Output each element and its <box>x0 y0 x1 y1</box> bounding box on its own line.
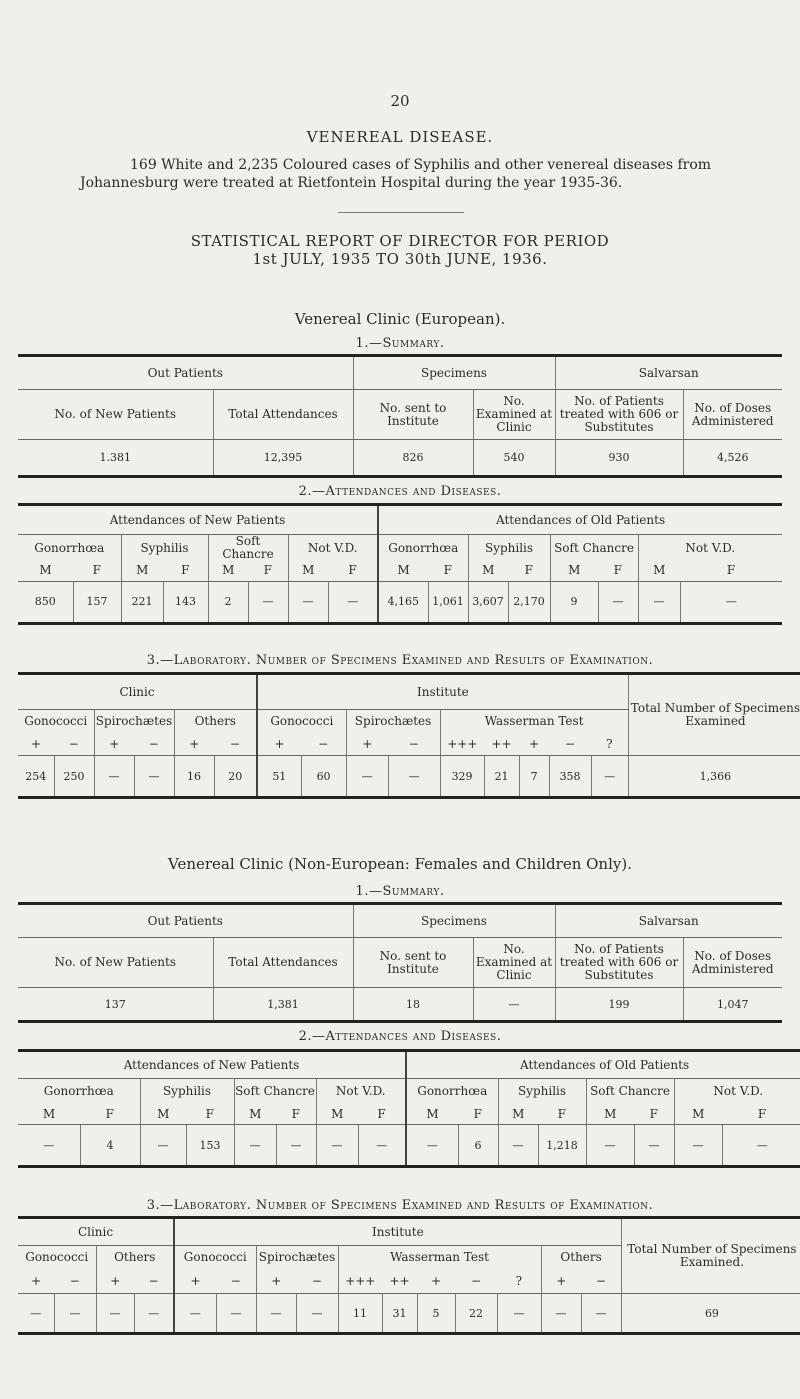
non-european-attendances-table <box>18 1049 800 1168</box>
header-m: M <box>140 1105 186 1125</box>
header-f: F <box>73 561 121 581</box>
header-f: F <box>186 1105 234 1125</box>
header-m: M <box>406 1105 458 1125</box>
table-cell: — <box>634 1125 674 1167</box>
table-cell: 31 <box>382 1294 417 1334</box>
table-cell: 21 <box>484 756 519 798</box>
header-out-patients: Out Patients <box>18 356 353 390</box>
table-cell: — <box>725 595 737 608</box>
european-clinic-heading: Venereal Clinic (European). <box>294 310 506 328</box>
intro-paragraph: 169 White and 2,235 Coloured cases of Syphilis and other venereal diseases from Johannesburg were treated at Rietfontein Hospital during the year 1935-36. <box>80 157 712 191</box>
header-wasserman: Wasserman Test <box>440 710 628 734</box>
table-cell: 1,366 <box>699 769 732 783</box>
table-cell: 329 <box>440 756 484 798</box>
header-m: M <box>208 561 248 581</box>
table-cell: 18 <box>353 988 473 1022</box>
header-sent-to-institute: No. sent to Institute <box>353 390 473 440</box>
header-doses: No. of Doses Administered <box>683 938 782 988</box>
page-number: 20 <box>390 92 410 110</box>
table-cell: — <box>498 1125 538 1167</box>
header-soft-chancre: Soft Chancre <box>550 535 638 562</box>
european-summary-table <box>18 354 782 478</box>
european-summary-heading <box>0 336 800 351</box>
table-cell: — <box>18 1294 54 1334</box>
header-m: M <box>674 1105 722 1125</box>
non-european-laboratory-heading <box>0 1198 800 1213</box>
table-cell: — <box>248 581 288 623</box>
section-number: 1.— <box>355 884 383 899</box>
header-soft-chancre: Soft Chancre <box>208 535 288 562</box>
divider <box>338 212 464 213</box>
header-f: F <box>722 1105 800 1125</box>
header-plus: + <box>18 1270 54 1294</box>
header-m: M <box>316 1105 358 1125</box>
section-number: 2.— <box>298 1029 326 1044</box>
header-pp: ++ <box>484 734 519 756</box>
table-cell: 2,170 <box>508 581 550 623</box>
header-attendances-old: Attendances of Old Patients <box>378 505 782 535</box>
table-cell: 4,526 <box>717 451 749 464</box>
header-plus: + <box>18 734 54 756</box>
section-number: 3.— <box>146 1198 174 1213</box>
section-title: Summary. <box>382 336 445 351</box>
table-cell: — <box>328 581 378 623</box>
header-plus: + <box>174 734 214 756</box>
table-cell: 16 <box>174 756 214 798</box>
header-not-vd: Not V.D. <box>713 1084 764 1099</box>
header-m: M <box>468 561 508 581</box>
header-f: F <box>598 561 638 581</box>
header-f: F <box>358 1105 406 1125</box>
table-cell: 1,047 <box>717 997 749 1011</box>
header-f: F <box>458 1105 498 1125</box>
header-new-patients: No. of New Patients <box>18 938 213 988</box>
table-cell: — <box>234 1125 276 1167</box>
table-cell: — <box>581 1294 621 1334</box>
header-m: M <box>234 1105 276 1125</box>
header-minus: − <box>54 734 94 756</box>
header-others: Others <box>541 1246 621 1270</box>
table-cell: — <box>598 581 638 623</box>
european-laboratory-table <box>18 672 800 799</box>
table-cell: 12,395 <box>213 440 353 477</box>
header-doubtful: ? <box>591 734 628 756</box>
header-minus: − <box>134 1270 174 1294</box>
table-cell: 20 <box>214 756 257 798</box>
header-f: F <box>428 561 468 581</box>
section-title: Summary. <box>382 884 445 899</box>
table-cell: 1,381 <box>213 988 353 1022</box>
european-attendances-table <box>18 503 782 625</box>
table-cell: 157 <box>73 581 121 623</box>
table-cell: 3,607 <box>468 581 508 623</box>
header-salvarsan: Salvarsan <box>555 356 782 390</box>
header-others: Others <box>96 1246 174 1270</box>
table-cell: 143 <box>163 581 208 623</box>
header-institute: Institute <box>174 1218 621 1246</box>
header-minus: − <box>388 734 440 756</box>
table-cell: 60 <box>301 756 346 798</box>
header-pp: ++ <box>382 1270 417 1294</box>
header-ppp: +++ <box>440 734 484 756</box>
report-heading <box>0 232 800 268</box>
european-laboratory-heading <box>0 653 800 668</box>
header-doses: No. of Doses Administered <box>683 390 782 440</box>
header-minus: − <box>296 1270 338 1294</box>
header-total-number: Total Number of Specimens Examined <box>628 674 800 756</box>
header-patients-treated: No. of Patients treated with 606 or Substitutes <box>555 938 683 988</box>
header-m: M <box>550 561 598 581</box>
report-line-1: STATISTICAL REPORT OF DIRECTOR FOR PERIOD <box>190 232 610 250</box>
table-cell: 22 <box>455 1294 497 1334</box>
header-m: M <box>586 1105 634 1125</box>
header-m: M <box>288 561 328 581</box>
table-cell: 69 <box>704 1306 719 1320</box>
header-institute: Institute <box>257 674 628 710</box>
table-cell: — <box>18 1125 80 1167</box>
header-not-vd: Not V.D. <box>685 540 736 555</box>
header-minus: − <box>54 1270 96 1294</box>
table-cell: 1.381 <box>18 440 213 477</box>
section-title: Attendances and Diseases. <box>325 484 502 499</box>
header-plus: + <box>346 734 388 756</box>
header-attendances-old: Attendances of Old Patients <box>406 1051 800 1079</box>
table-cell: 9 <box>550 581 598 623</box>
header-f: F <box>634 1105 674 1125</box>
header-minus: − <box>214 734 257 756</box>
table-cell: 540 <box>473 440 555 477</box>
table-cell: — <box>541 1294 581 1334</box>
header-not-vd: Not V.D. <box>316 1079 406 1105</box>
header-f: F <box>248 561 288 581</box>
table-cell: — <box>388 756 440 798</box>
table-cell: 2 <box>208 581 248 623</box>
header-plus: + <box>174 1270 216 1294</box>
table-cell: — <box>54 1294 96 1334</box>
table-cell: 826 <box>353 440 473 477</box>
header-gonorrhoea: Gonorrhœa <box>406 1079 498 1105</box>
header-minus: − <box>549 734 591 756</box>
non-european-summary-table <box>18 902 782 1023</box>
header-attendances-new: Attendances of New Patients <box>18 505 378 535</box>
header-attendances-new: Attendances of New Patients <box>18 1051 406 1079</box>
header-m: M <box>498 1105 538 1125</box>
header-m: M <box>121 561 163 581</box>
table-cell: 137 <box>18 988 213 1022</box>
header-m: M <box>378 561 428 581</box>
table-cell: 221 <box>121 581 163 623</box>
table-cell: 358 <box>549 756 591 798</box>
header-total-number: Total Number of Specimens Examined. <box>621 1218 800 1294</box>
header-minus: − <box>581 1270 621 1294</box>
table-cell: — <box>96 1294 134 1334</box>
header-syphilis: Syphilis <box>140 1079 234 1105</box>
table-cell: 51 <box>257 756 301 798</box>
header-clinic: Clinic <box>18 674 257 710</box>
non-european-laboratory-table <box>18 1216 800 1335</box>
header-wasserman: Wasserman Test <box>338 1246 541 1270</box>
table-cell: — <box>756 1138 768 1152</box>
table-cell: 850 <box>18 581 73 623</box>
header-examined-at-clinic: No. Examined at Clinic <box>473 938 555 988</box>
table-cell: 1,061 <box>428 581 468 623</box>
header-f: F <box>538 1105 586 1125</box>
table-cell: 1,218 <box>538 1125 586 1167</box>
header-examined-at-clinic: No. Examined at Clinic <box>473 390 555 440</box>
header-minus: − <box>216 1270 256 1294</box>
table-cell: — <box>288 581 328 623</box>
header-gonorrhoea: Gonorrhœa <box>18 1079 140 1105</box>
header-f: F <box>328 561 378 581</box>
section-number: 2.— <box>298 484 326 499</box>
table-cell: 4,165 <box>378 581 428 623</box>
header-syphilis: Syphilis <box>468 535 550 562</box>
header-m: M <box>18 561 73 581</box>
table-cell: — <box>316 1125 358 1167</box>
table-cell: — <box>276 1125 316 1167</box>
section-title: Laboratory. Number of Specimens Examined and Results of Examination. <box>173 653 654 668</box>
header-gonococci: Gonococci <box>18 1246 96 1270</box>
table-cell: — <box>638 581 680 623</box>
table-cell: — <box>346 756 388 798</box>
header-plus: + <box>541 1270 581 1294</box>
header-minus: − <box>301 734 346 756</box>
section-number: 1.— <box>355 336 383 351</box>
report-line-2: 1st JULY, 1935 TO 30th JUNE, 1936. <box>252 250 548 268</box>
table-cell: — <box>406 1125 458 1167</box>
header-clinic: Clinic <box>18 1218 174 1246</box>
header-plus: + <box>257 734 301 756</box>
table-cell: — <box>134 756 174 798</box>
header-plus: + <box>96 1270 134 1294</box>
header-m: M <box>18 1105 80 1125</box>
table-cell: — <box>586 1125 634 1167</box>
table-cell: 199 <box>555 988 683 1022</box>
table-cell: — <box>256 1294 296 1334</box>
header-f: F <box>80 1105 140 1125</box>
header-specimens: Specimens <box>353 356 555 390</box>
page-title: VENEREAL DISEASE. <box>306 128 494 146</box>
table-cell: — <box>674 1125 722 1167</box>
header-spirochaetes: Spirochætes <box>346 710 440 734</box>
non-european-summary-heading <box>0 884 800 899</box>
header-ppp: +++ <box>338 1270 382 1294</box>
non-european-clinic-heading: Venereal Clinic (Non-European: Females and Children Only). <box>168 855 632 873</box>
header-m: M <box>638 561 680 581</box>
header-gonococci: Gonococci <box>174 1246 256 1270</box>
header-syphilis: Syphilis <box>498 1079 586 1105</box>
header-soft-chancre: Soft Chancre <box>586 1079 674 1105</box>
header-new-patients: No. of New Patients <box>18 390 213 440</box>
table-cell: — <box>497 1294 541 1334</box>
table-cell: — <box>216 1294 256 1334</box>
table-cell: — <box>140 1125 186 1167</box>
table-cell: — <box>174 1294 216 1334</box>
header-sent-to-institute: No. sent to Institute <box>353 938 473 988</box>
table-cell: 7 <box>519 756 549 798</box>
table-cell: — <box>591 756 628 798</box>
header-out-patients: Out Patients <box>18 904 353 938</box>
table-cell: — <box>473 988 555 1022</box>
header-f: F <box>680 561 782 581</box>
table-cell: 11 <box>338 1294 382 1334</box>
header-others: Others <box>174 710 257 734</box>
header-gonorrhoea: Gonorrhœa <box>18 535 121 562</box>
header-minus: − <box>455 1270 497 1294</box>
header-plus: + <box>94 734 134 756</box>
table-cell: — <box>296 1294 338 1334</box>
header-gonorrhoea: Gonorrhœa <box>378 535 468 562</box>
header-salvarsan: Salvarsan <box>555 904 782 938</box>
header-not-vd: Not V.D. <box>288 535 378 562</box>
table-cell: 6 <box>458 1125 498 1167</box>
header-gonococci: Gonococci <box>18 710 94 734</box>
european-attendances-heading <box>0 484 800 499</box>
header-f: F <box>276 1105 316 1125</box>
header-doubtful: ? <box>497 1270 541 1294</box>
header-spirochaetes: Spirochætes <box>256 1246 338 1270</box>
header-f: F <box>508 561 550 581</box>
header-soft-chancre: Soft Chancre <box>234 1079 316 1105</box>
header-gonococci: Gonococci <box>257 710 346 734</box>
table-cell: 4 <box>80 1125 140 1167</box>
header-total-attendances: Total Attendances <box>213 390 353 440</box>
non-european-attendances-heading <box>0 1029 800 1044</box>
table-cell: 5 <box>417 1294 455 1334</box>
header-patients-treated: No. of Patients treated with 606 or Substitutes <box>555 390 683 440</box>
section-title: Attendances and Diseases. <box>325 1029 502 1044</box>
table-cell: — <box>134 1294 174 1334</box>
table-cell: — <box>358 1125 406 1167</box>
table-cell: 250 <box>54 756 94 798</box>
header-f: F <box>163 561 208 581</box>
table-cell: 254 <box>18 756 54 798</box>
table-cell: 153 <box>186 1125 234 1167</box>
header-plus: + <box>519 734 549 756</box>
header-minus: − <box>134 734 174 756</box>
header-plus: + <box>417 1270 455 1294</box>
table-cell: 930 <box>555 440 683 477</box>
header-specimens: Specimens <box>353 904 555 938</box>
header-syphilis: Syphilis <box>121 535 208 562</box>
header-spirochaetes: Spirochætes <box>94 710 174 734</box>
section-title: Laboratory. Number of Specimens Examined and Results of Examination. <box>173 1198 654 1213</box>
header-total-attendances: Total Attendances <box>213 938 353 988</box>
section-number: 3.— <box>146 653 174 668</box>
table-cell: — <box>94 756 134 798</box>
header-plus: + <box>256 1270 296 1294</box>
